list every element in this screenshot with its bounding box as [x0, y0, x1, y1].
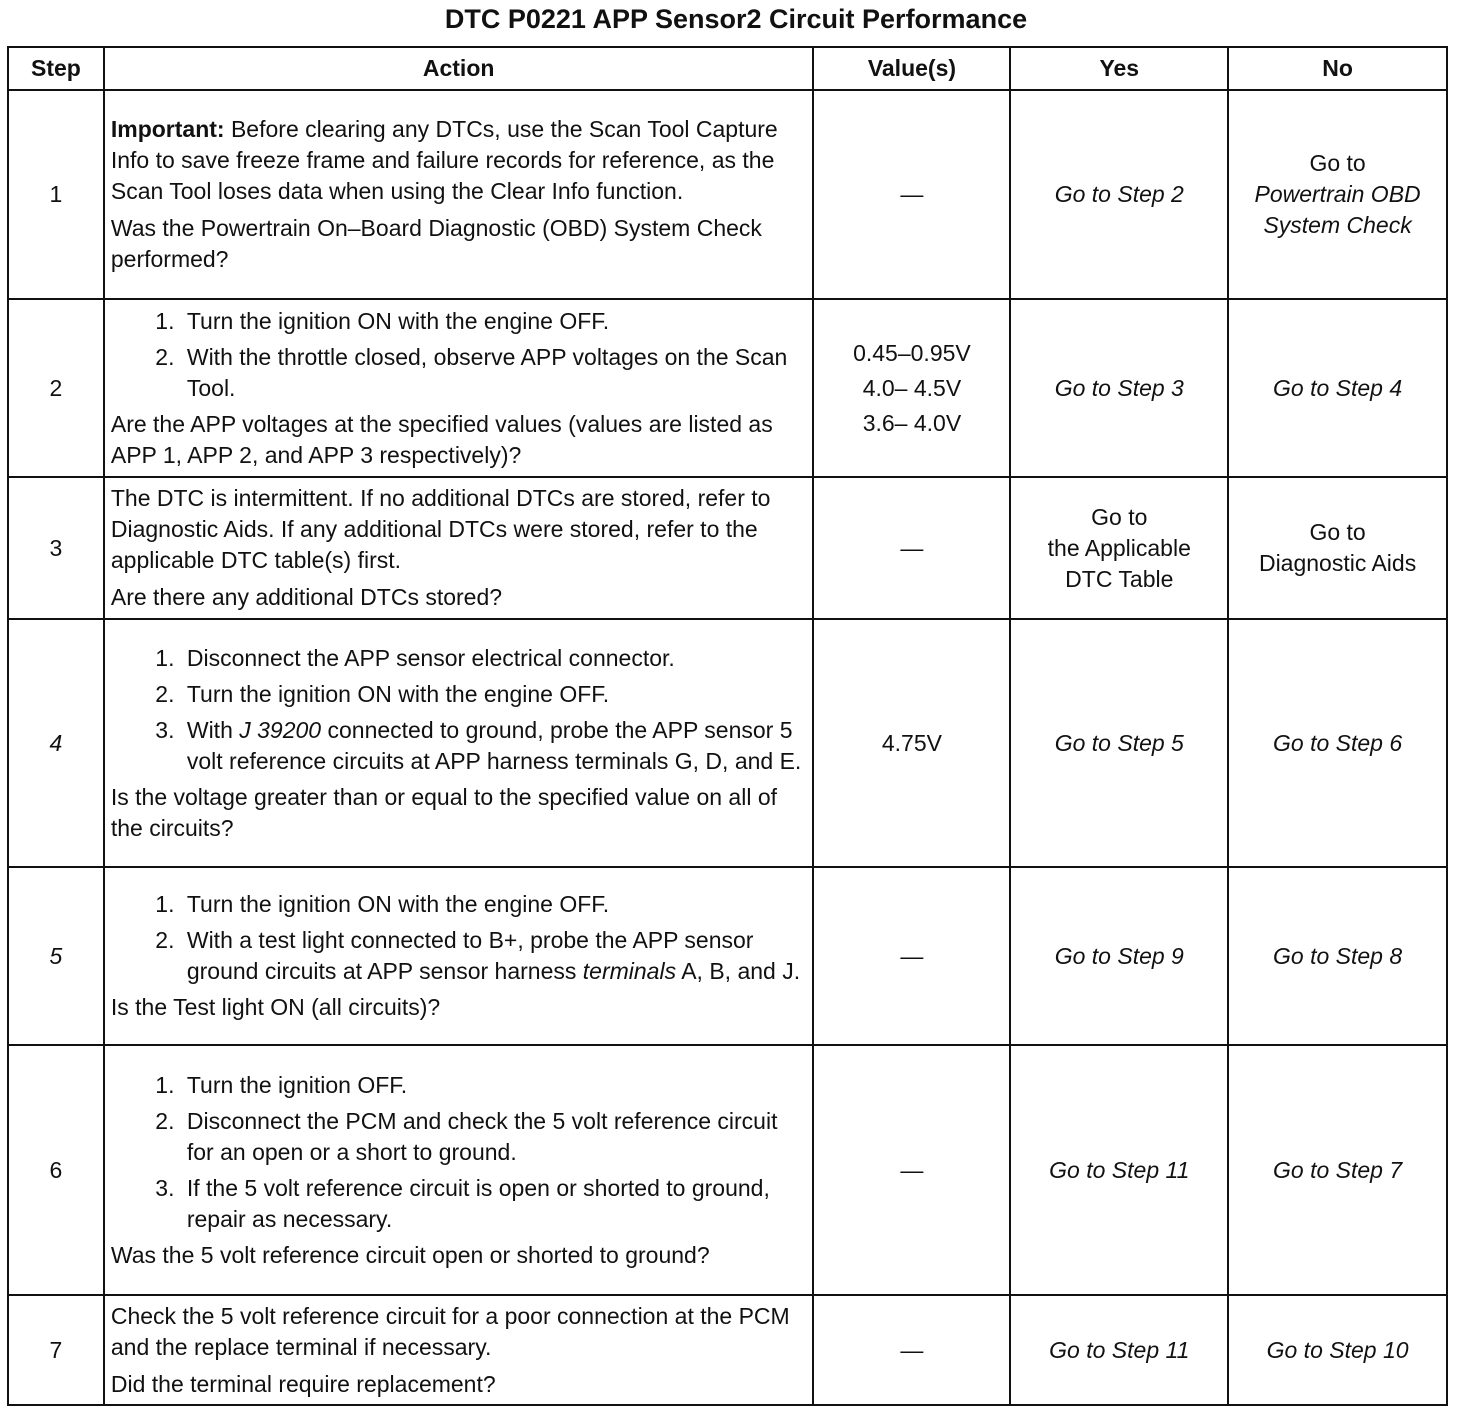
action-item: 3. If the 5 volt reference circuit is open or shorted to ground, repair as necessary. — [181, 1173, 807, 1235]
no-cell — [1228, 90, 1447, 299]
yes-cell: Go to Step 3 — [1010, 299, 1228, 477]
step-number: 4 — [8, 619, 104, 867]
action-item — [181, 715, 807, 777]
step-number: 3 — [8, 477, 104, 619]
no-line: Diagnostic Aids — [1258, 550, 1417, 576]
step-number: 7 — [8, 1295, 104, 1405]
important-text: Before clearing any DTCs, use the Scan Tool Capture Info to save freeze frame and failure records for reference, as the Scan Tool loses data when using the Clear Info function. — [110, 116, 778, 204]
action-item: 2. With the throttle closed, observe APP voltages on the Scan Tool. — [181, 342, 807, 404]
no-cell: Go to Step 8 — [1228, 867, 1447, 1045]
table-row — [8, 1045, 1447, 1295]
no-cell: Go to Step 7 — [1228, 1045, 1447, 1295]
action-cell — [104, 1295, 814, 1405]
action-item — [181, 925, 807, 987]
no-line: Go to — [1309, 519, 1366, 545]
table-row — [8, 299, 1447, 477]
action-item: 1. Turn the ignition OFF. — [181, 1070, 807, 1101]
table-row — [8, 1295, 1447, 1405]
no-line: Powertrain OBD System Check — [1254, 181, 1421, 238]
action-question: Is the Test light ON (all circuits)? — [110, 994, 441, 1020]
header-action: Action — [104, 47, 814, 90]
step-number: 5 — [8, 867, 104, 1045]
value-item: 3.6– 4.0V — [862, 409, 962, 436]
page-title: DTC P0221 APP Sensor2 Circuit Performance — [444, 4, 1028, 34]
action-item: 1. Turn the ignition ON with the engine OFF. — [181, 306, 807, 337]
action-question: Is the voltage greater than or equal to the specified value on all of the circuits? — [110, 783, 778, 841]
table-row — [8, 619, 1447, 867]
action-question: Was the Powertrain On–Board Diagnostic (OBD) System Check performed? — [110, 215, 762, 272]
action-item: 1. Turn the ignition ON with the engine OFF. — [181, 889, 807, 920]
yes-cell — [1010, 477, 1228, 619]
header-values: Value(s) — [813, 47, 1010, 90]
table-row — [8, 867, 1447, 1045]
action-cell — [104, 1045, 814, 1295]
value-cell: — — [813, 867, 1010, 1045]
yes-cell: Go to Step 11 — [1010, 1295, 1228, 1405]
value-item: 4.0– 4.5V — [862, 374, 962, 401]
action-cell — [104, 619, 814, 867]
action-item: 2. Disconnect the PCM and check the 5 volt reference circuit for an open or a short to ground. — [181, 1106, 807, 1168]
action-question: Are there any additional DTCs stored? — [110, 584, 503, 610]
yes-line: DTC Table — [1065, 565, 1174, 592]
step-number: 6 — [8, 1045, 104, 1295]
action-item: 1. Disconnect the APP sensor electrical connector. — [181, 643, 807, 674]
table-row — [8, 90, 1447, 299]
dtc-table — [7, 46, 1448, 1406]
step-number: 2 — [8, 299, 104, 477]
yes-cell: Go to Step 5 — [1010, 619, 1228, 867]
step-number: 1 — [8, 90, 104, 299]
action-item: 2. Turn the ignition ON with the engine OFF. — [181, 679, 807, 710]
value-cell — [813, 299, 1010, 477]
header-yes: Yes — [1010, 47, 1228, 90]
header-step: Step — [8, 47, 104, 90]
action-cell — [104, 299, 814, 477]
no-cell: Go to Step 6 — [1228, 619, 1447, 867]
value-item: 0.45–0.95V — [853, 339, 971, 366]
action-question: Did the terminal require replacement? — [110, 1370, 496, 1397]
tool-reference: J 39200 — [239, 716, 322, 743]
action-cell — [104, 867, 814, 1045]
yes-cell: Go to Step 11 — [1010, 1045, 1228, 1295]
yes-cell: Go to Step 9 — [1010, 867, 1228, 1045]
no-cell — [1228, 477, 1447, 619]
no-cell: Go to Step 10 — [1228, 1295, 1447, 1405]
value-cell: — — [813, 90, 1010, 299]
action-item-text: connected to ground, probe the APP sensor 5 volt reference circuits at APP harness terminals G, D, and E. — [186, 716, 802, 774]
value-cell: — — [813, 477, 1010, 619]
no-cell: Go to Step 4 — [1228, 299, 1447, 477]
value-cell: 4.75V — [813, 619, 1010, 867]
action-item-text: With a test light connected to B+, probe the APP sensor ground circuits at APP sensor harness — [186, 927, 754, 984]
table-header-row — [8, 47, 1447, 90]
action-text: The DTC is intermittent. If no additional DTCs are stored, refer to Diagnostic Aids. If any additional DTCs were stored, refer to the applicable DTC table(s) first. — [110, 485, 771, 573]
value-cell: — — [813, 1295, 1010, 1405]
action-item-text: A, B, and J. — [676, 958, 801, 984]
action-item-text: With — [186, 716, 240, 743]
no-line: Go to — [1309, 150, 1366, 176]
action-question: Was the 5 volt reference circuit open or shorted to ground? — [110, 1241, 710, 1268]
action-cell — [104, 90, 814, 299]
important-label: Important: — [110, 116, 225, 142]
action-cell — [104, 477, 814, 619]
action-question: Are the APP voltages at the specified values (values are listed as APP 1, APP 2, and APP 3 respectively)? — [110, 410, 773, 468]
yes-line: the Applicable — [1047, 534, 1191, 561]
header-no: No — [1228, 47, 1447, 90]
yes-line: Go to — [1091, 503, 1148, 530]
value-cell: — — [813, 1045, 1010, 1295]
yes-cell: Go to Step 2 — [1010, 90, 1228, 299]
table-row — [8, 477, 1447, 619]
action-item-text: terminals — [582, 958, 677, 984]
action-text: Check the 5 volt reference circuit for a poor connection at the PCM and the replace terminal if necessary. — [110, 1302, 790, 1360]
